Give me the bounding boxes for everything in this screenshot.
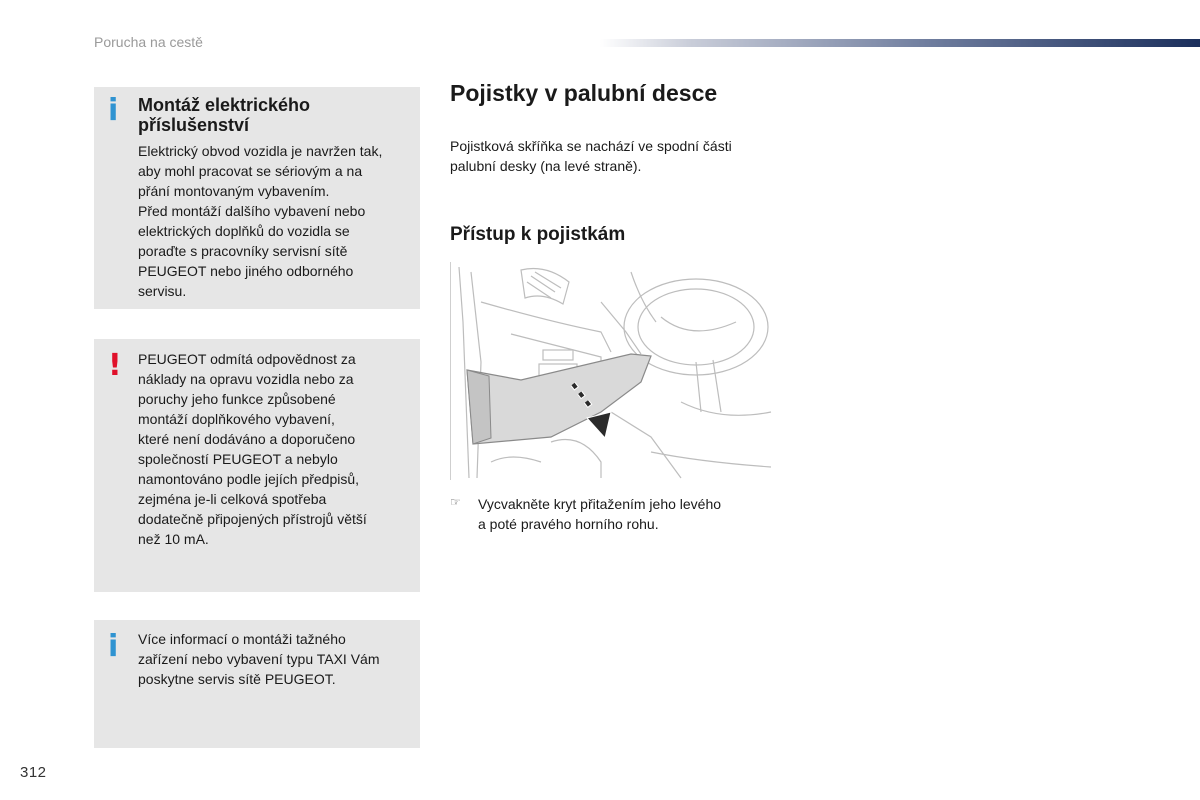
box-text: Více informací o montáži tažného zařízení nebo vybavení typu TAXI Vám poskytne servis sítě PEUGEOT. bbox=[138, 631, 380, 687]
warning-box bbox=[94, 339, 420, 592]
dashboard-illustration bbox=[450, 262, 776, 480]
warning-icon: ! bbox=[108, 348, 122, 383]
instruction-text: Vycvakněte kryt přitažením jeho levého a poté pravého horního rohu. bbox=[478, 496, 722, 532]
page-number: 312 bbox=[20, 764, 47, 781]
info-icon: i bbox=[108, 629, 119, 664]
dashboard-drawing bbox=[451, 262, 776, 480]
box-text: PEUGEOT odmítá odpovědnost za náklady na opravu vozidla nebo za poruchy jeho funkce způsobené montáží doplňkového vybavení, které není dodáváno a doporučeno společností PEUGEOT a nebylo namontováno podle jejích předpisů, zejména je-li celková spotřeba dodatečně připojených přístrojů větší než 10 mA. bbox=[138, 351, 367, 547]
subheading: Přístup k pojistkám bbox=[450, 224, 626, 245]
info-box-towing bbox=[94, 620, 420, 748]
box-title: Montáž elektrického příslušenství bbox=[138, 95, 311, 135]
info-icon: i bbox=[108, 93, 119, 128]
header-bar bbox=[600, 39, 1200, 47]
info-box-accessories bbox=[94, 87, 420, 309]
pointing-hand-icon: ☞ bbox=[450, 495, 461, 509]
section-title: Porucha na cestě bbox=[94, 34, 203, 50]
page-heading: Pojistky v palubní desce bbox=[450, 80, 718, 106]
box-text: Elektrický obvod vozidla je navržen tak, aby mohl pracovat se sériovým a na přání montovaným vybavením. Před montáží dalšího vybavení nebo elektrických doplňků do vozidla se poraďte s pracovníky servisní sítě PEUGEOT nebo jiného odborného servisu. bbox=[138, 143, 383, 299]
intro-text: Pojistková skříňka se nachází ve spodní části palubní desky (na levé straně). bbox=[450, 138, 732, 174]
